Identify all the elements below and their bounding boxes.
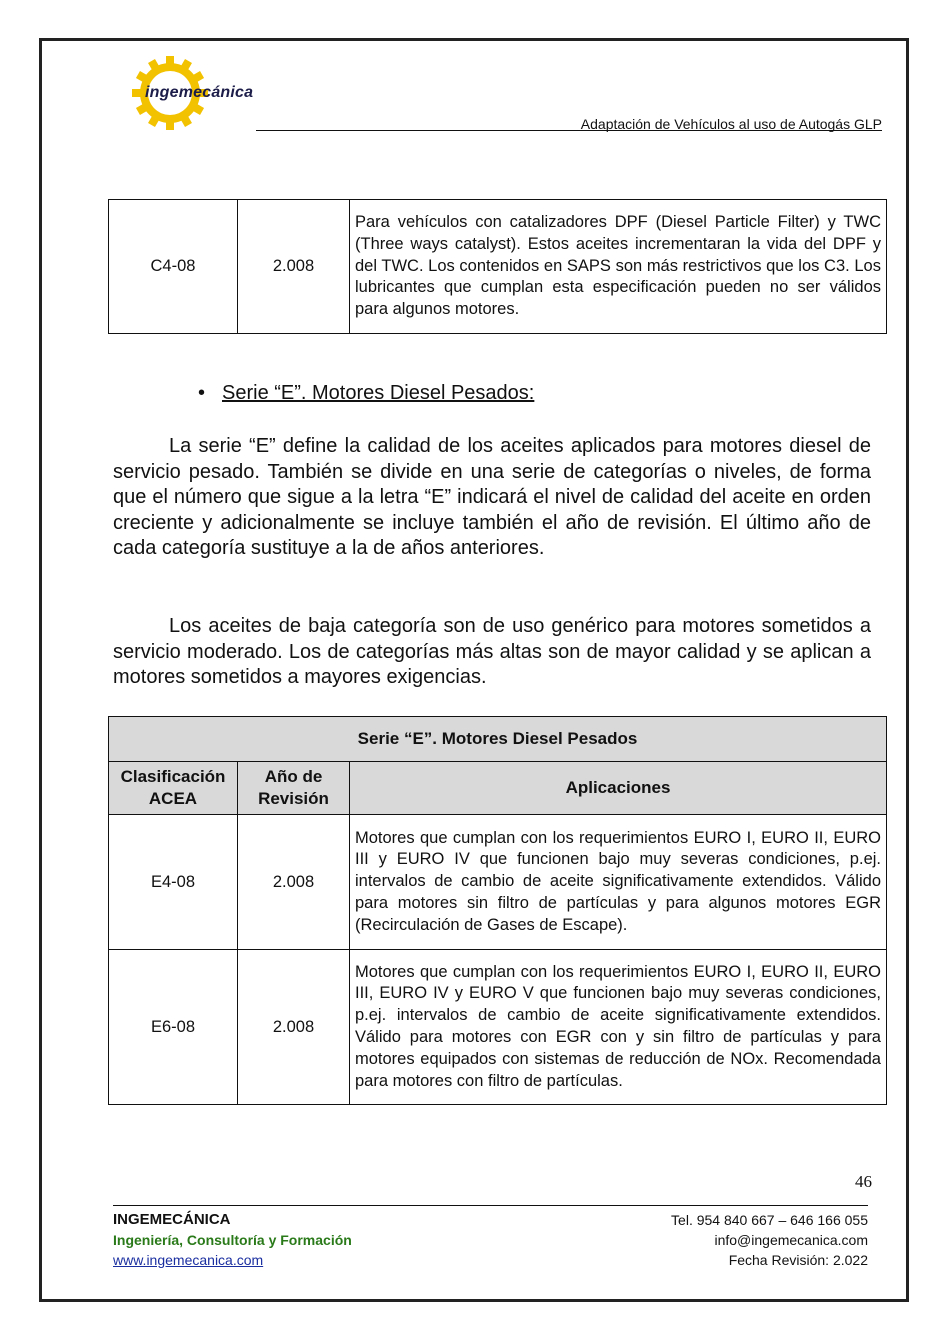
header-clasificacion-line1: Clasificación <box>120 767 226 786</box>
anio-cell: 2.008 <box>238 815 350 950</box>
footer-right <box>671 1210 868 1270</box>
table-row <box>109 815 887 950</box>
header-anio-line1: Año de <box>264 767 323 786</box>
logo-text: ingemecánica <box>145 84 254 101</box>
header-anio-line2: Revisión <box>258 789 329 808</box>
paragraph: La serie “E” define la calidad de los aceites aplicados para motores diesel de servicio pesado. También se divide en una serie de categorías o niveles, de forma que el número que sigue a la letra “E” indicará el nivel de calidad del aceite en orden creciente y adicionalmente se incluye también el año de revisión. El último año de cada categoría sustituye a la de años anteriores. <box>113 435 871 559</box>
page-number: 46 <box>855 1172 872 1191</box>
footer-tagline: Ingeniería, Consultoría y Formación <box>113 1232 352 1248</box>
footer-email[interactable]: info@ingemecanica.com <box>714 1232 868 1248</box>
table-row <box>109 950 887 1105</box>
header-rule <box>256 130 882 131</box>
clasificacion-cell: E4-08 <box>109 815 238 950</box>
header-anio <box>238 762 350 815</box>
footer-company: INGEMECÁNICA <box>113 1211 231 1228</box>
footer-website-link[interactable]: www.ingemecanica.com <box>113 1252 264 1268</box>
aplicaciones-cell: Para vehículos con catalizadores DPF (Diesel Particle Filter) y TWC (Three ways catalyst). Estos aceites incrementaran la vida del DPF y del TWC. Los contenidos en SAPS son más restrictivos que los C3. Los lubricantes que cumplan esta especificación pueden no ser válidos para algunos motores. <box>350 200 887 334</box>
footer-left <box>113 1210 352 1270</box>
table-title: Serie “E”. Motores Diesel Pesados <box>109 717 887 762</box>
footer-rule <box>113 1205 868 1206</box>
header-clasificacion <box>109 762 238 815</box>
section-heading-text: Serie “E”. Motores Diesel Pesados: <box>222 382 535 404</box>
table-title-row <box>109 717 887 762</box>
aplicaciones-cell: Motores que cumplan con los requerimientos EURO I, EURO II, EURO III y EURO IV que funcionen bajo muy severas condiciones, p.ej. intervalos de cambio de aceite significativamente extendidos. Válido para motores sin filtro de partículas y para algunos motores EGR (Recirculación de Gases de Escape). <box>350 815 887 950</box>
aplicaciones-cell: Motores que cumplan con los requerimientos EURO I, EURO II, EURO III, EURO IV y EURO V que funcionen bajo muy severas condiciones, p.ej. intervalos de cambio de aceite significativamente extendidos. Válido para motores con EGR con y sin filtro de partículas y para motores equipados con sistemas de reducción de NOx. Recomendada para motores con filtro de partículas. <box>350 950 887 1105</box>
clasificacion-cell: E6-08 <box>109 950 238 1105</box>
section-heading <box>198 382 534 405</box>
clasificacion-cell: C4-08 <box>109 200 238 334</box>
anio-cell: 2.008 <box>238 200 350 334</box>
footer-revision-date: Fecha Revisión: 2.022 <box>728 1252 868 1268</box>
table-header-row <box>109 762 887 815</box>
header-clasificacion-line2: ACEA <box>148 789 198 808</box>
anio-cell: 2.008 <box>238 950 350 1105</box>
bullet-icon: • <box>198 382 206 404</box>
paragraph: Los aceites de baja categoría son de uso genérico para motores sometidos a servicio moderado. Los de categorías más altas son de mayor calidad y se aplican a motores sometidos a mayores exigencias. <box>113 615 871 688</box>
acea-e-table <box>108 716 887 1105</box>
acea-c-table-continuation <box>108 199 887 334</box>
table-row <box>109 200 887 334</box>
document-title: Adaptación de Vehículos al uso de Autogás GLP <box>580 116 882 132</box>
footer-phone: Tel. 954 840 667 – 646 166 055 <box>671 1212 868 1228</box>
header-aplicaciones: Aplicaciones <box>350 762 887 815</box>
